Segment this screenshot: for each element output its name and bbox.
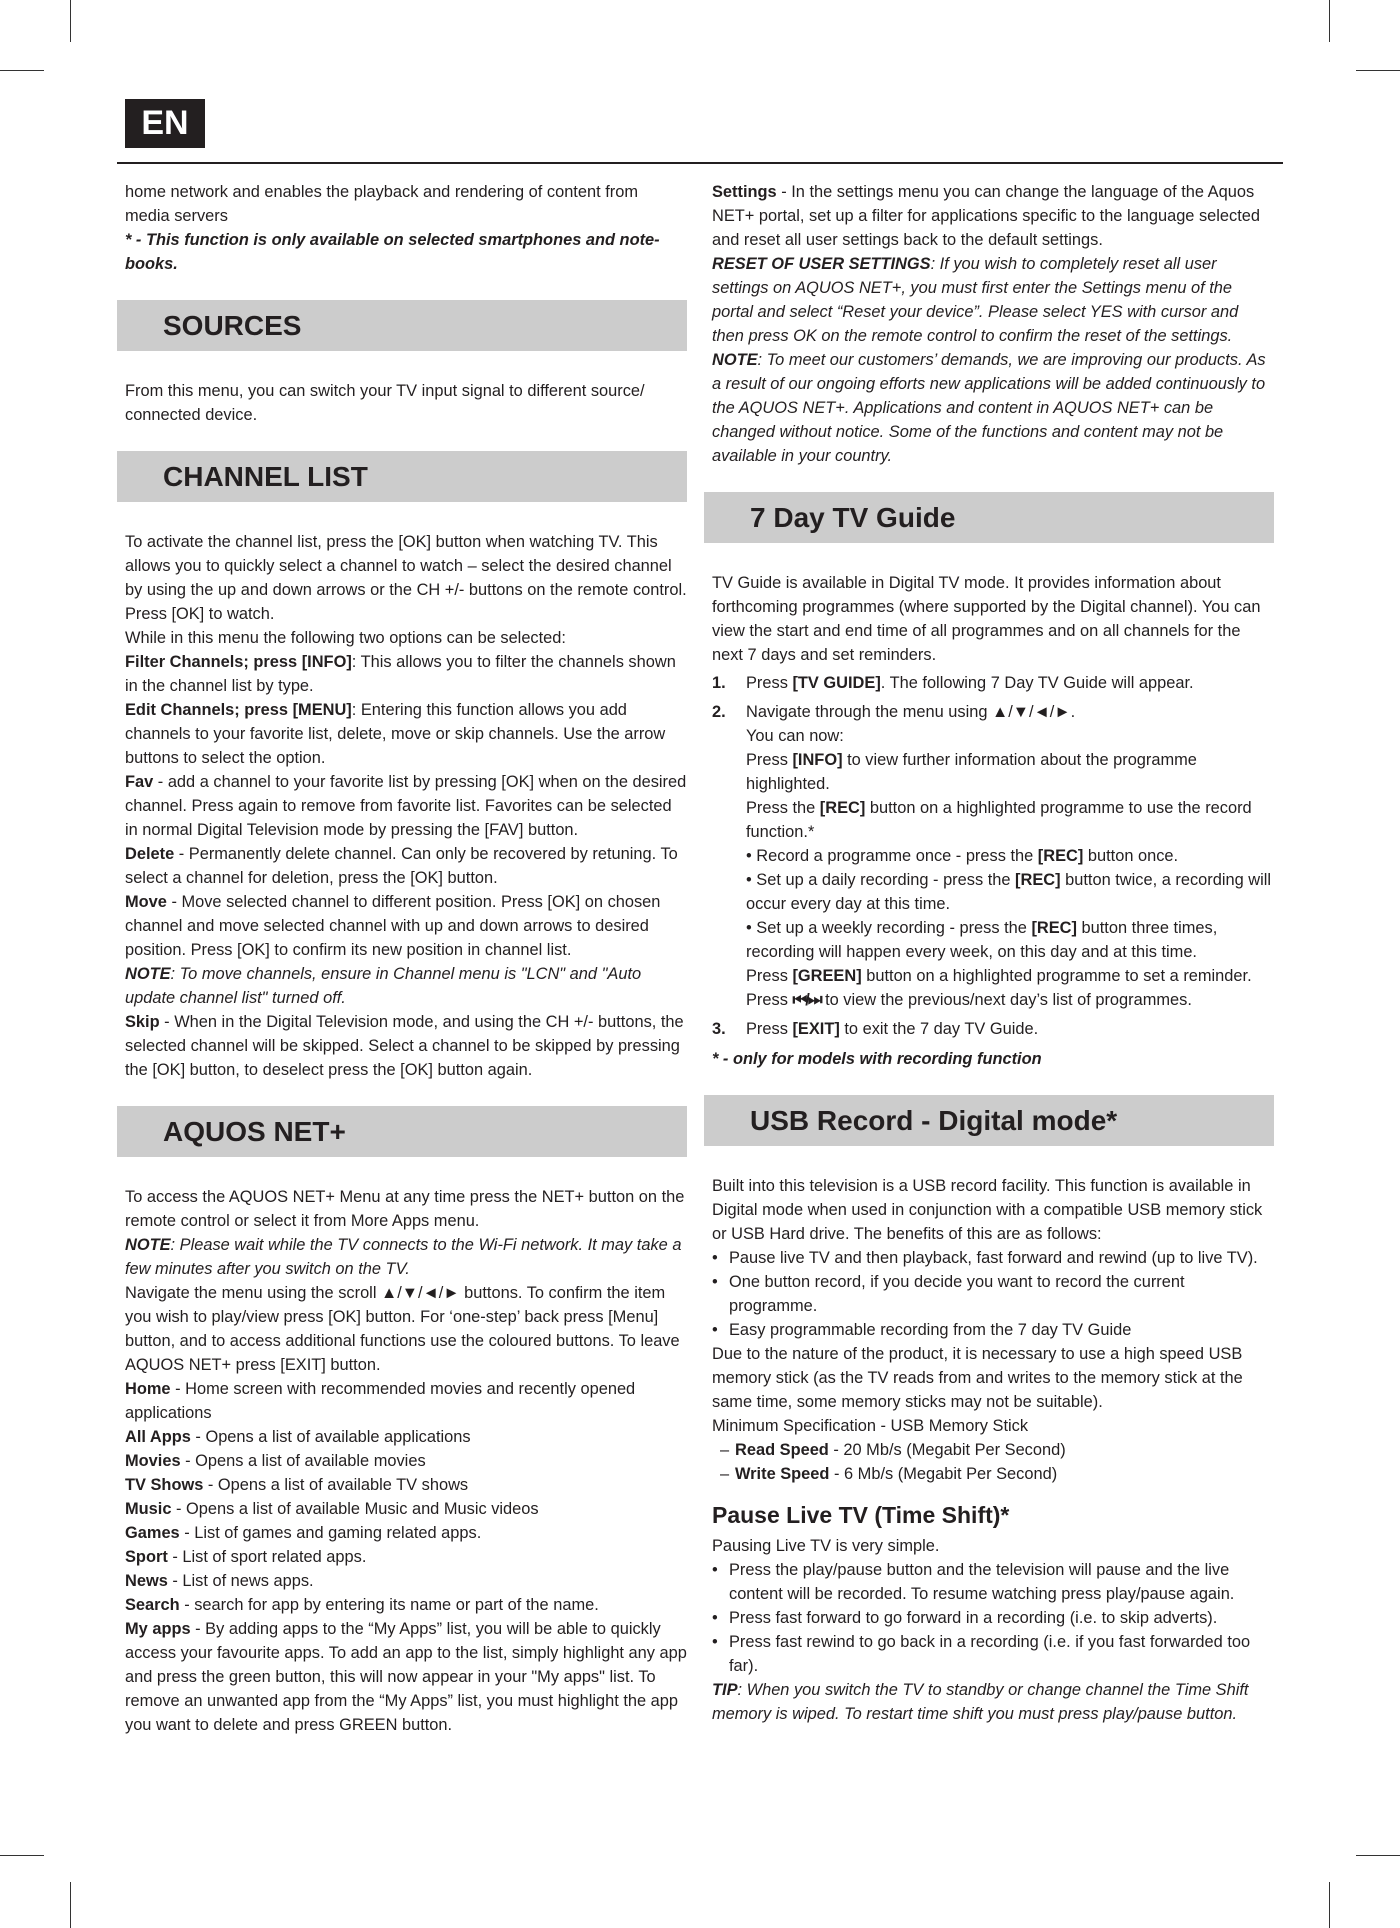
intro-note: * - This function is only available on selected smartphones and note-books. [125,231,660,273]
pause-bullet: • Press fast rewind to go back in a recording (i.e. if you fast forwarded too far). [712,1633,1251,1675]
pause-bullet: • Press fast forward to go forward in a recording (i.e. to skip adverts). [712,1609,1218,1627]
aquos-navigation: Navigate the menu using the scroll ▲/▼/◄/► buttons. To confirm the item you wish to play/view press [OK] button. For ‘one-step’ back press [Menu] button, and to access additional functions use the coloured buttons. To leave AQUOS NET+ press [EXIT] button. [125,1284,680,1374]
reset-label: RESET OF USER SETTINGS [712,255,931,273]
menu-item [125,1593,687,1617]
move-text: - Move selected channel to different position. Press [OK] on chosen channel and move selected channel with up and down arrows to desired position. Press [OK] to confirm its new position in channel list. [125,893,661,959]
left-column [125,180,687,1737]
crop-mark [1356,1855,1400,1856]
move-label: Move [125,893,167,911]
edit-channels-item [125,698,687,770]
guide-step-3 [712,1017,1274,1041]
usb-bullet: • Pause live TV and then playback, fast forward and rewind (up to live TV). [712,1249,1258,1267]
menu-item [125,1497,687,1521]
settings-text: - In the settings menu you can change the language of the Aquos NET+ portal, set up a filter for applications specific to the language selected and reset all user settings back to the default settings. [712,183,1261,249]
language-badge: EN [125,99,205,148]
menu-item [125,1521,687,1545]
right-column [712,180,1274,1726]
reset-text: : If you wish to completely reset all user settings on AQUOS NET+, you must first enter the Settings menu of the portal and select “Reset your device”. Please select YES with cursor and then press OK on the remote control to confirm the reset of the settings. [712,255,1239,345]
menu-item-text: - List of news apps. [167,1572,314,1590]
guide-footnote: * - only for models with recording function [712,1050,1042,1068]
usb-requirement: Due to the nature of the product, it is necessary to use a high speed USB memory stick (as the TV reads from and writes to the memory stick at the same time, some memory sticks may not be suitable). [712,1345,1243,1411]
filter-label: Filter Channels; press [INFO] [125,653,352,671]
aquos-note [125,1233,687,1281]
tip-label: TIP [712,1681,738,1699]
aquos-intro: To access the AQUOS NET+ Menu at any time press the NET+ button on the remote control or select it from More Apps menu. [125,1188,685,1230]
crop-mark [70,1882,71,1928]
menu-item-text: - List of sport related apps. [167,1548,367,1566]
skip-text: - When in the Digital Television mode, and using the CH +/- buttons, the selected channel will be skipped. Select a channel to be skipped by pressing the [OK] button, to deselect press the [OK] button again. [125,1013,684,1079]
note-label: NOTE [712,351,758,369]
note-label: NOTE [125,1236,171,1254]
menu-item [125,1569,687,1593]
note-label: NOTE [125,965,171,983]
skip-item [125,1010,687,1082]
menu-item [125,1377,687,1425]
reset-note [712,252,1274,348]
read-speed-item: – Read Speed - 20 Mb/s (Megabit Per Second) [720,1441,1066,1459]
menu-item [125,1617,687,1737]
filter-text: : This allows you to filter the channels shown in the channel list by type. [125,653,676,695]
usb-spec-title: Minimum Specification - USB Memory Stick [712,1417,1029,1435]
tip-text: : When you switch the TV to standby or change channel the Time Shift memory is wiped. To restart time shift you must press play/pause button. [712,1681,1249,1723]
menu-item-text: - Opens a list of available Music and Music videos [171,1500,539,1518]
channel-list-intro: To activate the channel list, press the [OK] button when watching TV. This allows you to quickly select a channel to watch – select the desired channel by using the up and down arrows or the CH +/- buttons on the remote control. Press [OK] to watch. [125,533,687,623]
menu-item [125,1449,687,1473]
move-item [125,890,687,962]
note-text: : To meet our customers’ demands, we are improving our products. As a result of our ongoing efforts new applications will be added continuously to the AQUOS NET+. Applications and content in AQUOS NET+ can be changed without notice. Some of the functions and content may not be available in your country. [712,351,1266,465]
guide-step-1 [712,671,1274,695]
menu-item-label: Search [125,1596,180,1614]
menu-item-label: Home [125,1380,171,1398]
usb-bullet: • One button record, if you decide you want to record the current programme. [712,1273,1185,1315]
skip-label: Skip [125,1013,160,1031]
step-number: 2. [712,703,726,721]
fav-text: - add a channel to your favorite list by pressing [OK] when on the desired channel. Press again to remove from favorite list. Favorites can be selected in normal Digital Television mode by pressing the [FAV] button. [125,773,687,839]
menu-item-label: Games [125,1524,180,1542]
crop-mark [1329,1882,1330,1928]
menu-item-text: - Opens a list of available applications [190,1428,471,1446]
edit-text: : Entering this function allows you add channels to your favorite list, delete, move or skip channels. Use the arrow buttons to select the option. [125,701,666,767]
section-header-usb-record: USB Record - Digital mode* [704,1095,1274,1146]
pause-bullet: • Press the play/pause button and the television will pause and the live content will be recorded. To resume watching press play/pause again. [712,1561,1235,1603]
step-text: Press [EXIT] to exit the 7 day TV Guide. [746,1020,1039,1038]
pause-intro: Pausing Live TV is very simple. [712,1537,940,1555]
menu-item-text: - Home screen with recommended movies and recently opened applications [125,1380,636,1422]
delete-text: - Permanently delete channel. Can only be recovered by retuning. To select a channel for deletion, press the [OK] button. [125,845,678,887]
menu-item-text: - List of games and gaming related apps. [179,1524,482,1542]
write-speed-item: – Write Speed - 6 Mb/s (Megabit Per Second) [720,1465,1058,1483]
menu-item [125,1473,687,1497]
delete-item [125,842,687,890]
move-note-text: : To move channels, ensure in Channel menu is "LCN" and "Auto update channel list" turned off. [125,965,642,1007]
fav-item [125,770,687,842]
step-number: 3. [712,1020,726,1038]
menu-item-label: Sport [125,1548,168,1566]
sources-text: From this menu, you can switch your TV input signal to different source/ connected device. [125,382,645,424]
improvement-note [712,348,1274,468]
pause-live-tv-heading: Pause Live TV (Time Shift)* [712,1502,1010,1528]
step-text: Press [TV GUIDE]. The following 7 Day TV Guide will appear. [746,674,1194,692]
crop-mark [0,70,44,71]
channel-list-options: While in this menu the following two options can be selected: [125,629,566,647]
crop-mark [1356,70,1400,71]
fav-label: Fav [125,773,154,791]
section-header-sources: SOURCES [117,300,687,351]
prev-next-icon: ⏮/⏭ [792,991,821,1009]
aquos-note-text: : Please wait while the TV connects to the Wi-Fi network. It may take a few minutes after you switch on the TV. [125,1236,682,1278]
header-rule [117,162,1283,164]
menu-item-text: - Opens a list of available TV shows [203,1476,469,1494]
edit-label: Edit Channels; press [MENU] [125,701,352,719]
menu-item [125,1545,687,1569]
section-header-tv-guide: 7 Day TV Guide [704,492,1274,543]
menu-item-label: News [125,1572,168,1590]
menu-item-label: My apps [125,1620,191,1638]
crop-mark [70,0,71,42]
tv-guide-intro: TV Guide is available in Digital TV mode. It provides information about forthcoming programmes (where supported by the Digital channel). You can view the start and end time of all programmes and on all channels for the next 7 days and set reminders. [712,574,1261,664]
crop-mark [0,1855,44,1856]
step-number: 1. [712,674,726,692]
section-header-channel-list: CHANNEL LIST [117,451,687,502]
menu-item-text: - By adding apps to the “My Apps” list, you will be able to quickly access your favourite apps. To add an app to the list, simply highlight any app and press the green button, this will now appear in your "My apps" list. To remove an unwanted app from the “My Apps” list, you must highlight the app you want to delete and press GREEN button. [125,1620,687,1734]
intro-text: home network and enables the playback and rendering of content from media servers [125,183,638,225]
usb-bullet: • Easy programmable recording from the 7 day TV Guide [712,1321,1132,1339]
aquos-menu-items [125,1377,687,1737]
menu-item-text: - Opens a list of available movies [180,1452,426,1470]
settings-item [712,180,1274,252]
menu-item-label: All Apps [125,1428,191,1446]
tip-note [712,1678,1274,1726]
usb-intro: Built into this television is a USB record facility. This function is available in Digital mode when used in conjunction with a compatible USB memory stick or USB Hard drive. The benefits of this are as follows: [712,1177,1263,1243]
menu-item-label: Music [125,1500,172,1518]
guide-step-2 [712,700,1274,1012]
menu-item-text: - search for app by entering its name or part of the name. [179,1596,599,1614]
delete-label: Delete [125,845,175,863]
menu-item-label: TV Shows [125,1476,204,1494]
settings-label: Settings [712,183,777,201]
section-header-aquos-net: AQUOS NET+ [117,1106,687,1157]
move-note [125,962,687,1010]
step-text: Navigate through the menu using ▲/▼/◄/►. You can now: Press [INFO] to view further information about the programme highlighted. Press the [REC] button on a highlighted programme to use the record function.* • Record a programme once - press the [REC] button once. • Set up a daily recording - press the [REC] button twice, a recording will occur every day at this time. • Set up a weekly recording - press the [REC] button three times, recording will happen every week, on this day and at this time. Press [GREEN] button on a highlighted programme to set a reminder. Press ⏮/⏭ to view the previous/next day’s list of programmes. [746,700,1274,1012]
menu-item [125,1425,687,1449]
filter-channels-item [125,650,687,698]
crop-mark [1329,0,1330,42]
menu-item-label: Movies [125,1452,181,1470]
